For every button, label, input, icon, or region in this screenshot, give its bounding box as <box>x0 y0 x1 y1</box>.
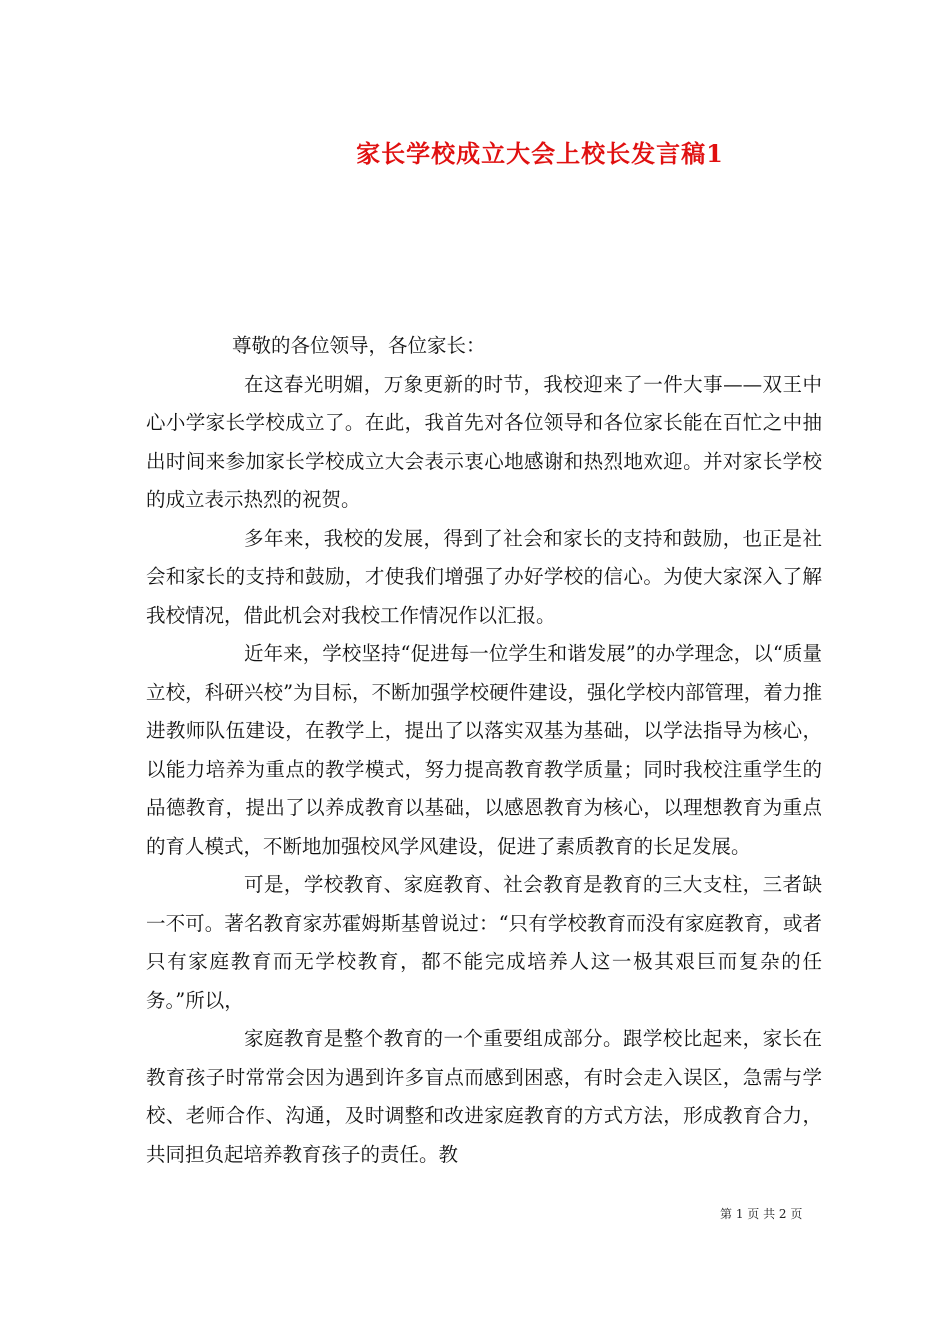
paragraph-4: 可是，学校教育、家庭教育、社会教育是教育的三大支柱，三者缺一不可。著名教育家苏霍姆斯基曾说过：“只有学校教育而没有家庭教育，或者只有家庭教育而无学校教育，都不能完成培养人这一极其艰巨而复杂的任务。”所以， <box>146 873 822 1012</box>
page-number-footer: 第 1 页 共 2 页 <box>720 1207 803 1221</box>
paragraph-5: 家庭教育是整个教育的一个重要组成部分。跟学校比起来，家长在教育孩子时常常会因为遇到许多盲点而感到困惑，有时会走入误区，急需与学校、老师合作、沟通，及时调整和改进家庭教育的方式方法，形成教育合力，共同担负起培养教育孩子的责任。教 <box>146 1027 822 1166</box>
salutation: 尊敬的各位领导，各位家长： <box>232 334 486 357</box>
document-body <box>146 327 822 1174</box>
paragraph-1: 在这春光明媚，万象更新的时节，我校迎来了一件大事——双王中心小学家长学校成立了。在此，我首先对各位领导和各位家长能在百忙之中抽出时间来参加家长学校成立大会表示衷心地感谢和热烈地欢迎。并对家长学校的成立表示热烈的祝贺。 <box>146 372 822 511</box>
document-title: 家长学校成立大会上校长发言稿1 <box>356 139 724 168</box>
paragraph-3: 近年来，学校坚持“促进每一位学生和谐发展”的办学理念，以“质量立校，科研兴校”为目标，不断加强学校硬件建设，强化学校内部管理，着力推进教师队伍建设，在教学上，提出了以落实双基为基础，以学法指导为核心，以能力培养为重点的教学模式，努力提高教育教学质量；同时我校注重学生的品德教育，提出了以养成教育以基础，以感恩教育为核心，以理想教育为重点的育人模式，不断地加强校风学风建设，促进了素质教育的长足发展。 <box>146 642 822 858</box>
paragraph-2: 多年来，我校的发展，得到了社会和家长的支持和鼓励，也正是社会和家长的支持和鼓励，才使我们增强了办好学校的信心。为使大家深入了解我校情况，借此机会对我校工作情况作以汇报。 <box>146 526 822 627</box>
